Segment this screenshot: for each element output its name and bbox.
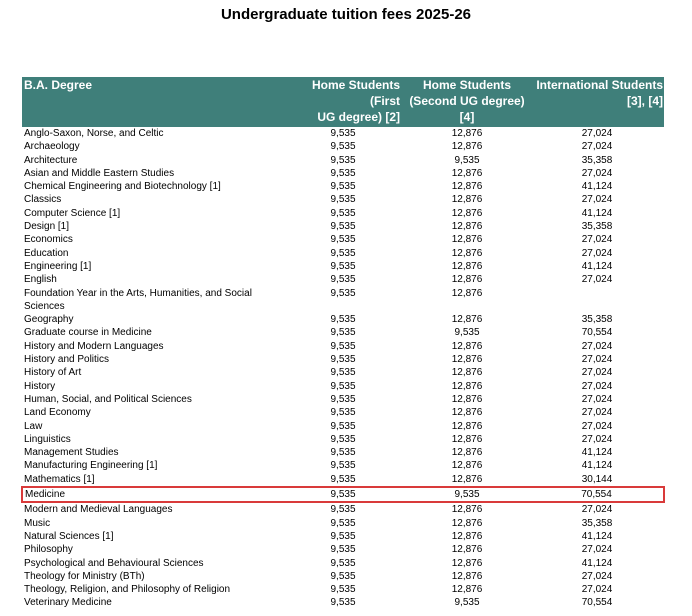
- home-first-fee-cell: 9,535: [330, 380, 356, 392]
- home-first-fee-cell: 9,535: [330, 504, 356, 516]
- table-row: [22, 140, 664, 153]
- table-row: [22, 473, 664, 487]
- home-first-fee-cell: 9,535: [330, 584, 356, 596]
- table-row: [22, 583, 664, 596]
- international-fee-cell: 27,024: [581, 584, 613, 596]
- home-second-fee-cell: 12,876: [451, 570, 483, 582]
- table-body: [22, 127, 664, 610]
- header-home-second-line3: [4]: [459, 110, 475, 124]
- table-row: [22, 517, 664, 530]
- table-row: [22, 154, 664, 167]
- international-fee-cell: 41,124: [581, 207, 613, 219]
- international-fee-cell: 35,358: [581, 517, 613, 529]
- table-row: [22, 193, 664, 206]
- table-row: [22, 459, 664, 472]
- home-first-fee-cell: 9,535: [330, 393, 356, 405]
- degree-name-cell: Manufacturing Engineering [1]: [24, 460, 158, 472]
- home-second-fee-cell: 12,876: [451, 207, 483, 219]
- table-row: [22, 530, 664, 543]
- degree-name-cell: Design [1]: [24, 221, 70, 233]
- table-row: [22, 207, 664, 220]
- international-fee-cell: 35,358: [581, 221, 613, 233]
- table-row: [22, 233, 664, 246]
- home-second-fee-cell: 12,876: [451, 194, 483, 206]
- home-second-fee-cell: 12,876: [451, 181, 483, 193]
- home-second-fee-cell: 12,876: [451, 460, 483, 472]
- international-fee-cell: 27,024: [581, 128, 613, 139]
- header-degree: [22, 77, 282, 127]
- international-fee-cell: 27,024: [581, 247, 613, 259]
- table-row: [22, 313, 664, 326]
- table-row-highlighted: [22, 487, 664, 502]
- table-row: [22, 220, 664, 233]
- degree-name-cell: Human, Social, and Political Sciences: [24, 393, 192, 405]
- header-home-second-line1: Home Students: [422, 78, 511, 92]
- home-first-fee-cell: 9,535: [330, 447, 356, 459]
- international-fee-cell: 41,124: [581, 447, 613, 459]
- degree-name-cell: History and Politics: [24, 354, 110, 366]
- table-row: [22, 380, 664, 393]
- header-international: [530, 77, 664, 127]
- degree-name-cell: Asian and Middle Eastern Studies: [24, 167, 175, 179]
- international-fee-cell: 70,554: [581, 327, 613, 339]
- table-row: [22, 247, 664, 260]
- degree-name-cell: Land Economy: [24, 407, 91, 419]
- home-first-fee-cell: 9,535: [330, 274, 356, 286]
- header-international-line1: International Students: [536, 78, 663, 92]
- home-first-fee-cell: 9,535: [330, 530, 356, 542]
- table-row: [22, 570, 664, 583]
- table-row: [22, 127, 664, 140]
- degree-name-cell: Architecture: [24, 154, 78, 166]
- header-home-first: [282, 77, 404, 127]
- page-title: Undergraduate tuition fees 2025-26: [220, 6, 472, 23]
- international-fee-cell: 27,024: [581, 420, 613, 432]
- header-international-line2: [3], [4]: [627, 94, 663, 108]
- international-fee-cell: 27,024: [581, 544, 613, 556]
- degree-name-cell: History: [24, 380, 56, 392]
- degree-name-cell: Mathematics [1]: [24, 473, 95, 485]
- international-fee-cell: 35,358: [581, 154, 613, 166]
- home-first-fee-cell: 9,535: [282, 487, 404, 502]
- degree-name-cell: Graduate course in Medicine: [24, 327, 152, 339]
- home-second-fee-cell: 12,876: [451, 287, 483, 299]
- international-fee-cell: 27,024: [581, 570, 613, 582]
- table-row: [22, 326, 664, 339]
- home-second-fee-cell: 12,876: [451, 247, 483, 259]
- home-second-fee-cell: 9,535: [454, 597, 480, 609]
- international-fee-cell: 70,554: [581, 597, 613, 609]
- degree-name-cell: Engineering [1]: [24, 260, 92, 272]
- home-second-fee-cell: 12,876: [451, 393, 483, 405]
- home-first-fee-cell: 9,535: [330, 460, 356, 472]
- degree-name-cell: Linguistics: [24, 433, 71, 445]
- home-first-fee-cell: 9,535: [330, 367, 356, 379]
- table-row: [22, 366, 664, 379]
- international-fee-cell: [530, 287, 664, 314]
- table-row: [22, 502, 664, 516]
- degree-name-cell: History and Modern Languages: [24, 340, 164, 352]
- international-fee-cell: 27,024: [581, 367, 613, 379]
- degree-name-cell: Psychological and Behavioural Sciences: [24, 557, 204, 569]
- degree-name-cell: History of Art: [24, 367, 82, 379]
- home-first-fee-cell: 9,535: [330, 260, 356, 272]
- international-fee-cell: 27,024: [581, 393, 613, 405]
- home-second-fee-cell: 9,535: [404, 487, 530, 502]
- home-second-fee-cell: 12,876: [451, 260, 483, 272]
- home-first-fee-cell: 9,535: [330, 194, 356, 206]
- home-second-fee-cell: 12,876: [451, 544, 483, 556]
- international-fee-cell: 30,144: [581, 473, 613, 485]
- international-fee-cell: 27,024: [581, 141, 613, 153]
- table-row: [22, 393, 664, 406]
- table-row: [22, 340, 664, 353]
- international-fee-cell: 70,554: [530, 487, 664, 502]
- international-fee-cell: 41,124: [581, 460, 613, 472]
- degree-name-cell: Foundation Year in the Arts, Humanities, and Social Sciences: [24, 287, 252, 312]
- home-first-fee-cell: 9,535: [330, 247, 356, 259]
- international-fee-cell: 27,024: [581, 407, 613, 419]
- header-degree-label: B.A. Degree: [24, 78, 93, 92]
- home-first-fee-cell: 9,535: [330, 221, 356, 233]
- home-second-fee-cell: 12,876: [451, 167, 483, 179]
- home-first-fee-cell: 9,535: [330, 354, 356, 366]
- international-fee-cell: 27,024: [581, 194, 613, 206]
- header-home-second-line2: (Second UG degree): [409, 94, 525, 108]
- home-first-fee-cell: 9,535: [330, 433, 356, 445]
- table-row: [22, 557, 664, 570]
- home-second-fee-cell: 12,876: [451, 221, 483, 233]
- home-first-fee-cell: 9,535: [330, 420, 356, 432]
- degree-name-cell: Medicine: [22, 487, 282, 502]
- degree-name-cell: Anglo-Saxon, Norse, and Celtic: [24, 128, 164, 139]
- degree-name-cell: Modern and Medieval Languages: [24, 504, 173, 516]
- home-first-fee-cell: 9,535: [330, 234, 356, 246]
- header-row: [22, 77, 664, 127]
- degree-name-cell: Law: [24, 420, 43, 432]
- home-second-fee-cell: 9,535: [454, 154, 480, 166]
- home-second-fee-cell: 12,876: [451, 473, 483, 485]
- table-row: [22, 287, 664, 314]
- table-row: [22, 273, 664, 286]
- international-fee-cell: 27,024: [581, 274, 613, 286]
- international-fee-cell: 27,024: [581, 504, 613, 516]
- degree-name-cell: Economics: [24, 234, 73, 246]
- degree-name-cell: Education: [24, 247, 69, 259]
- home-first-fee-cell: 9,535: [330, 287, 356, 299]
- table-row: [22, 180, 664, 193]
- degree-name-cell: English: [24, 274, 57, 286]
- degree-name-cell: Chemical Engineering and Biotechnology [1]: [24, 181, 221, 193]
- international-fee-cell: 41,124: [581, 260, 613, 272]
- home-second-fee-cell: 12,876: [451, 354, 483, 366]
- home-first-fee-cell: 9,535: [330, 154, 356, 166]
- degree-name-cell: Computer Science [1]: [24, 207, 121, 219]
- table-row: [22, 260, 664, 273]
- home-second-fee-cell: 12,876: [451, 274, 483, 286]
- home-first-fee-cell: 9,535: [330, 517, 356, 529]
- international-fee-cell: 27,024: [581, 380, 613, 392]
- home-first-fee-cell: 9,535: [330, 128, 356, 139]
- home-first-fee-cell: 9,535: [330, 544, 356, 556]
- home-first-fee-cell: 9,535: [330, 340, 356, 352]
- home-first-fee-cell: 9,535: [330, 327, 356, 339]
- home-second-fee-cell: 12,876: [451, 128, 483, 139]
- home-first-fee-cell: 9,535: [330, 167, 356, 179]
- degree-name-cell: Theology for Ministry (BTh): [24, 570, 145, 582]
- home-second-fee-cell: 12,876: [451, 557, 483, 569]
- table-row: [22, 433, 664, 446]
- table-row: [22, 167, 664, 180]
- international-fee-cell: 41,124: [581, 530, 613, 542]
- home-second-fee-cell: 12,876: [451, 504, 483, 516]
- home-first-fee-cell: 9,535: [330, 314, 356, 326]
- home-first-fee-cell: 9,535: [330, 473, 356, 485]
- home-second-fee-cell: 12,876: [451, 584, 483, 596]
- table-header: [22, 77, 664, 127]
- home-second-fee-cell: 12,876: [451, 517, 483, 529]
- table-row: [22, 596, 664, 609]
- tuition-fees-table: [21, 77, 665, 610]
- international-fee-cell: 27,024: [581, 234, 613, 246]
- header-home-first-line2: UG degree) [2]: [317, 110, 400, 124]
- home-first-fee-cell: 9,535: [330, 557, 356, 569]
- degree-name-cell: Geography: [24, 314, 74, 326]
- home-second-fee-cell: 9,535: [454, 327, 480, 339]
- degree-name-cell: Natural Sciences [1]: [24, 530, 114, 542]
- home-first-fee-cell: 9,535: [330, 407, 356, 419]
- home-second-fee-cell: 12,876: [451, 314, 483, 326]
- degree-name-cell: Classics: [24, 194, 62, 206]
- home-first-fee-cell: 9,535: [330, 207, 356, 219]
- international-fee-cell: 41,124: [581, 181, 613, 193]
- home-first-fee-cell: 9,535: [330, 597, 356, 609]
- home-second-fee-cell: 12,876: [451, 380, 483, 392]
- home-second-fee-cell: 12,876: [451, 447, 483, 459]
- international-fee-cell: 35,358: [581, 314, 613, 326]
- table-row: [22, 543, 664, 556]
- degree-name-cell: Music: [24, 517, 51, 529]
- degree-name-cell: Archaeology: [24, 141, 80, 153]
- header-home-second: [404, 77, 530, 127]
- home-first-fee-cell: 9,535: [330, 570, 356, 582]
- home-second-fee-cell: 12,876: [451, 367, 483, 379]
- table-row: [22, 446, 664, 459]
- international-fee-cell: 27,024: [581, 167, 613, 179]
- international-fee-cell: 27,024: [581, 433, 613, 445]
- home-first-fee-cell: 9,535: [330, 181, 356, 193]
- international-fee-cell: 27,024: [581, 354, 613, 366]
- table-row: [22, 353, 664, 366]
- table-row: [22, 406, 664, 419]
- home-second-fee-cell: 12,876: [451, 420, 483, 432]
- home-second-fee-cell: 12,876: [451, 340, 483, 352]
- international-fee-cell: 41,124: [581, 557, 613, 569]
- degree-name-cell: Theology, Religion, and Philosophy of Religion: [24, 584, 231, 596]
- table-row: [22, 420, 664, 433]
- degree-name-cell: Philosophy: [24, 544, 73, 556]
- home-second-fee-cell: 12,876: [451, 433, 483, 445]
- home-second-fee-cell: 12,876: [451, 234, 483, 246]
- home-second-fee-cell: 12,876: [451, 141, 483, 153]
- degree-name-cell: Veterinary Medicine: [24, 597, 112, 609]
- home-second-fee-cell: 12,876: [451, 407, 483, 419]
- header-home-first-line1: Home Students (First: [311, 78, 400, 108]
- international-fee-cell: 27,024: [581, 340, 613, 352]
- home-second-fee-cell: 12,876: [451, 530, 483, 542]
- home-first-fee-cell: 9,535: [330, 141, 356, 153]
- degree-name-cell: Management Studies: [24, 447, 119, 459]
